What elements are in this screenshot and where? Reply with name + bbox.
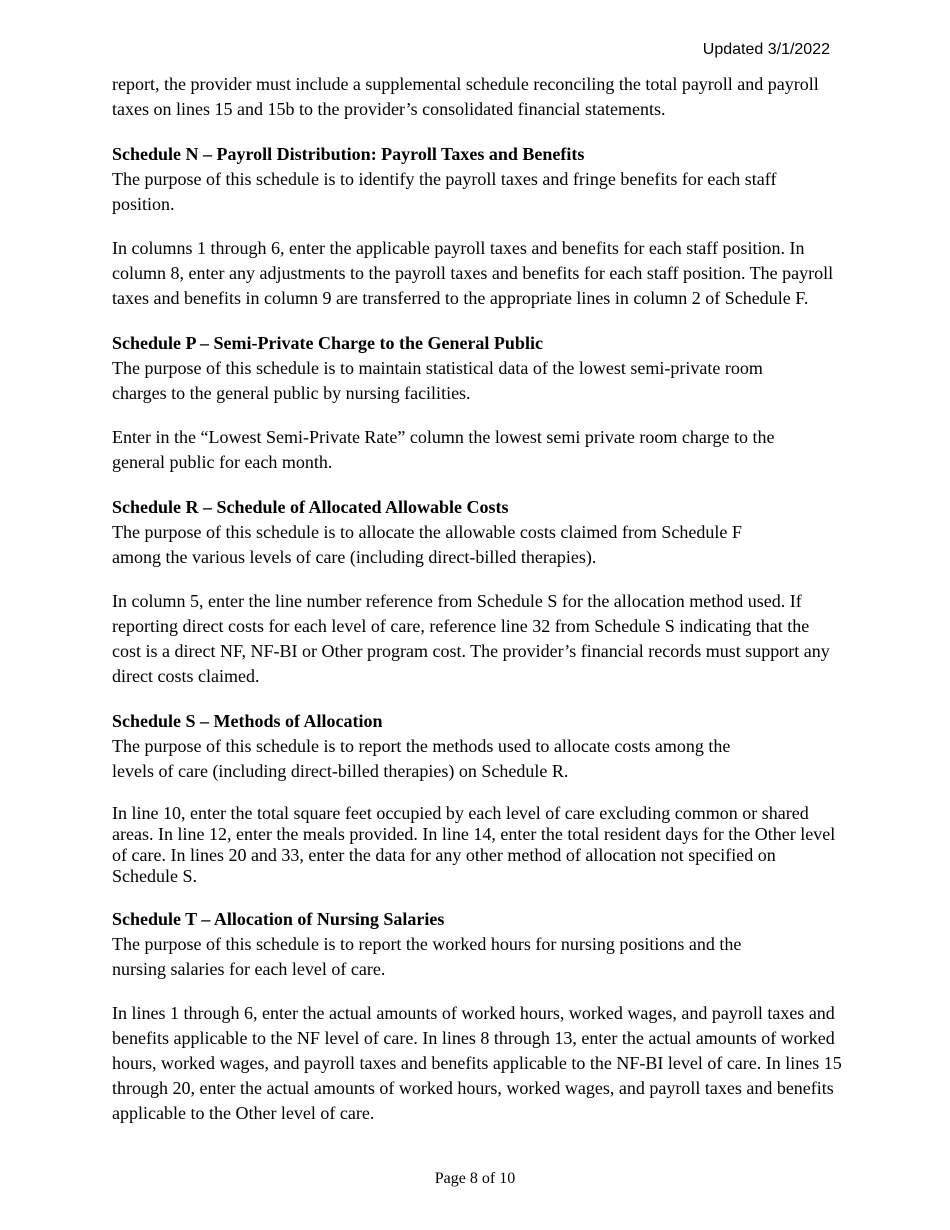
section-schedule-s — [112, 709, 842, 887]
section-heading: Schedule T – Allocation of Nursing Salaries — [112, 909, 445, 929]
section-schedule-p — [112, 331, 842, 475]
section-heading: Schedule R – Schedule of Allocated Allowable Costs — [112, 497, 509, 517]
intro-paragraph: report, the provider must include a supplemental schedule reconciling the total payroll and payroll taxes on lines 15 and 15b to the provider’s consolidated financial statements. — [112, 74, 819, 119]
section-heading: Schedule N – Payroll Distribution: Payroll Taxes and Benefits — [112, 144, 585, 164]
section-instructions: In line 10, enter the total square feet occupied by each level of care excluding common or shared areas. In line 12, enter the meals provided. In line 14, enter the total resident days for the Other level of care. In lines 20 and 33, enter the data for any other method of allocation not specified on Schedule S. — [112, 803, 836, 886]
section-instructions: In lines 1 through 6, enter the actual amounts of worked hours, worked wages, and payroll taxes and benefits applicable to the NF level of care. In lines 8 through 13, enter the actual amounts of worked hours, worked wages, and payroll taxes and benefits applicable to the NF-BI level of care. In lines 15 through 20, enter the actual amounts of worked hours, worked wages, and payroll taxes and benefits applicable to the Other level of care. — [112, 1003, 842, 1123]
section-instructions: In columns 1 through 6, enter the applicable payroll taxes and benefits for each staff position. In column 8, enter any adjustments to the payroll taxes and benefits for each staff position. The payroll taxes and benefits in column 9 are transferred to the appropriate lines in column 2 of Schedule F. — [112, 238, 834, 308]
section-schedule-n — [112, 142, 842, 311]
section-purpose: The purpose of this schedule is to report the worked hours for nursing positions and the nursing salaries for each level of care. — [112, 934, 742, 979]
section-heading: Schedule S – Methods of Allocation — [112, 711, 383, 731]
updated-date: Updated 3/1/2022 — [702, 41, 830, 58]
section-instructions: Enter in the “Lowest Semi-Private Rate” column the lowest semi private room charge to the general public for each month. — [112, 427, 775, 472]
section-purpose: The purpose of this schedule is to allocate the allowable costs claimed from Schedule F among the various levels of care (including direct-billed therapies). — [112, 522, 742, 567]
page-number: Page 8 of 10 — [434, 1170, 516, 1187]
section-purpose: The purpose of this schedule is to report the methods used to allocate costs among the levels of care (including direct-billed therapies) on Schedule R. — [112, 736, 731, 781]
section-heading: Schedule P – Semi-Private Charge to the General Public — [112, 333, 543, 353]
section-instructions: In column 5, enter the line number reference from Schedule S for the allocation method used. If reporting direct costs for each level of care, reference line 32 from Schedule S indicating that the cost is a direct NF, NF-BI or Other program cost. The provider’s financial records must support any direct costs claimed. — [112, 591, 830, 686]
section-schedule-r — [112, 495, 842, 689]
section-purpose: The purpose of this schedule is to maintain statistical data of the lowest semi-private room charges to the general public by nursing facilities. — [112, 358, 763, 403]
section-purpose: The purpose of this schedule is to identify the payroll taxes and fringe benefits for each staff position. — [112, 169, 777, 214]
document-body — [112, 72, 842, 1126]
section-schedule-t — [112, 907, 842, 1126]
